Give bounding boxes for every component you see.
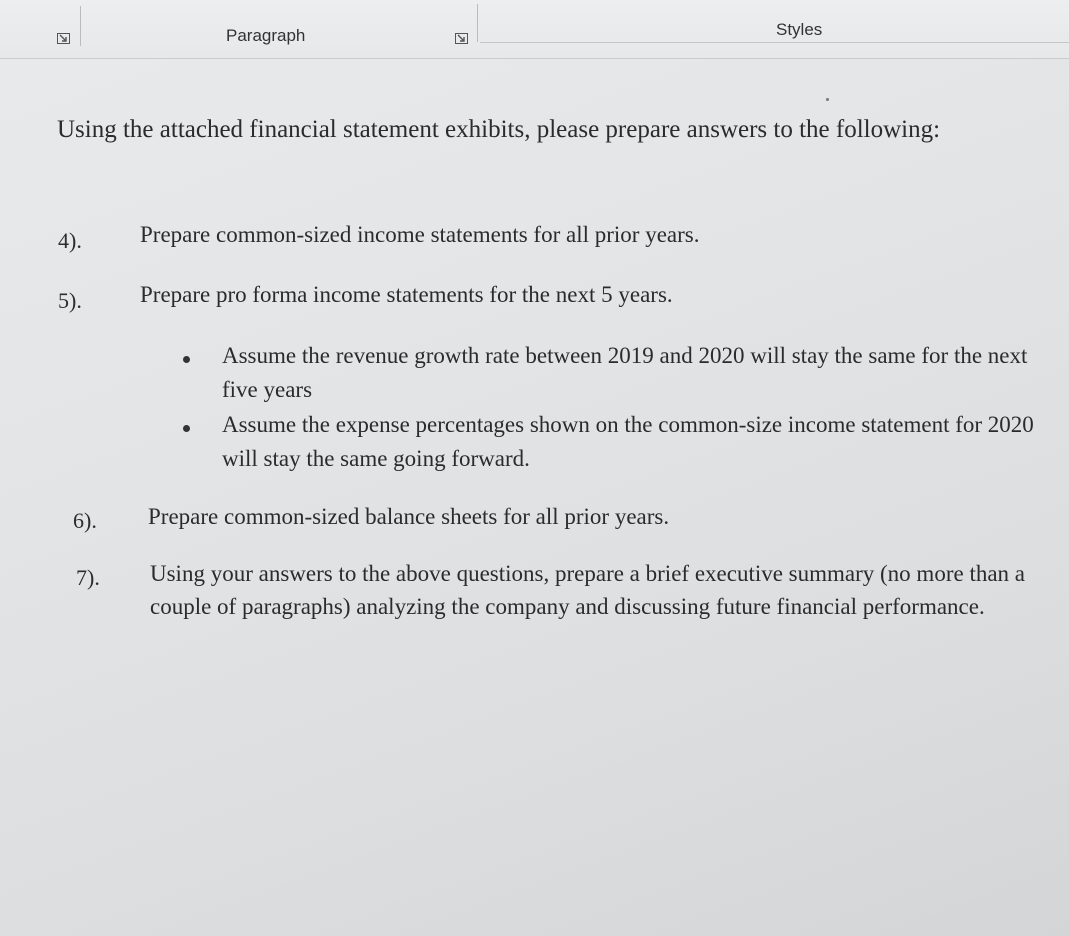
styles-group-label: Styles xyxy=(776,20,823,39)
ribbon-separator-line xyxy=(480,42,1069,43)
item-text: Prepare pro forma income statements for the next 5 years. xyxy=(140,282,673,307)
item-text: Prepare common-sized income statements for all prior years. xyxy=(140,222,700,247)
item-number: 6). xyxy=(73,508,97,533)
bullet-text: Assume the expense percentages shown on the common-size income statement for 2020 will stay the same going forward. xyxy=(222,412,1034,471)
bullet-icon xyxy=(183,356,190,363)
bullet-icon xyxy=(183,425,190,432)
screen-speck xyxy=(826,98,829,101)
item-number: 5). xyxy=(58,288,82,313)
ribbon-bar xyxy=(0,0,1069,59)
ribbon-divider xyxy=(477,4,478,42)
bullet-text: Assume the revenue growth rate between 2019 and 2020 will stay the same for the next five years xyxy=(222,343,1028,402)
item-text: Using your answers to the above questions, prepare a brief executive summary (no more than a couple of paragraphs) analyzing the company and discussing future financial performance. xyxy=(150,561,1025,619)
item-text: Prepare common-sized balance sheets for all prior years. xyxy=(148,504,670,529)
paragraph-group-label: Paragraph xyxy=(226,26,306,45)
intro-paragraph: Using the attached financial statement exhibits, please prepare answers to the following: xyxy=(57,116,941,143)
paragraph-group-launcher-icon[interactable] xyxy=(455,33,468,44)
font-group-launcher-icon[interactable] xyxy=(57,33,70,44)
ribbon-divider xyxy=(80,6,81,46)
item-number: 4). xyxy=(58,228,82,253)
item-number: 7). xyxy=(76,565,100,590)
